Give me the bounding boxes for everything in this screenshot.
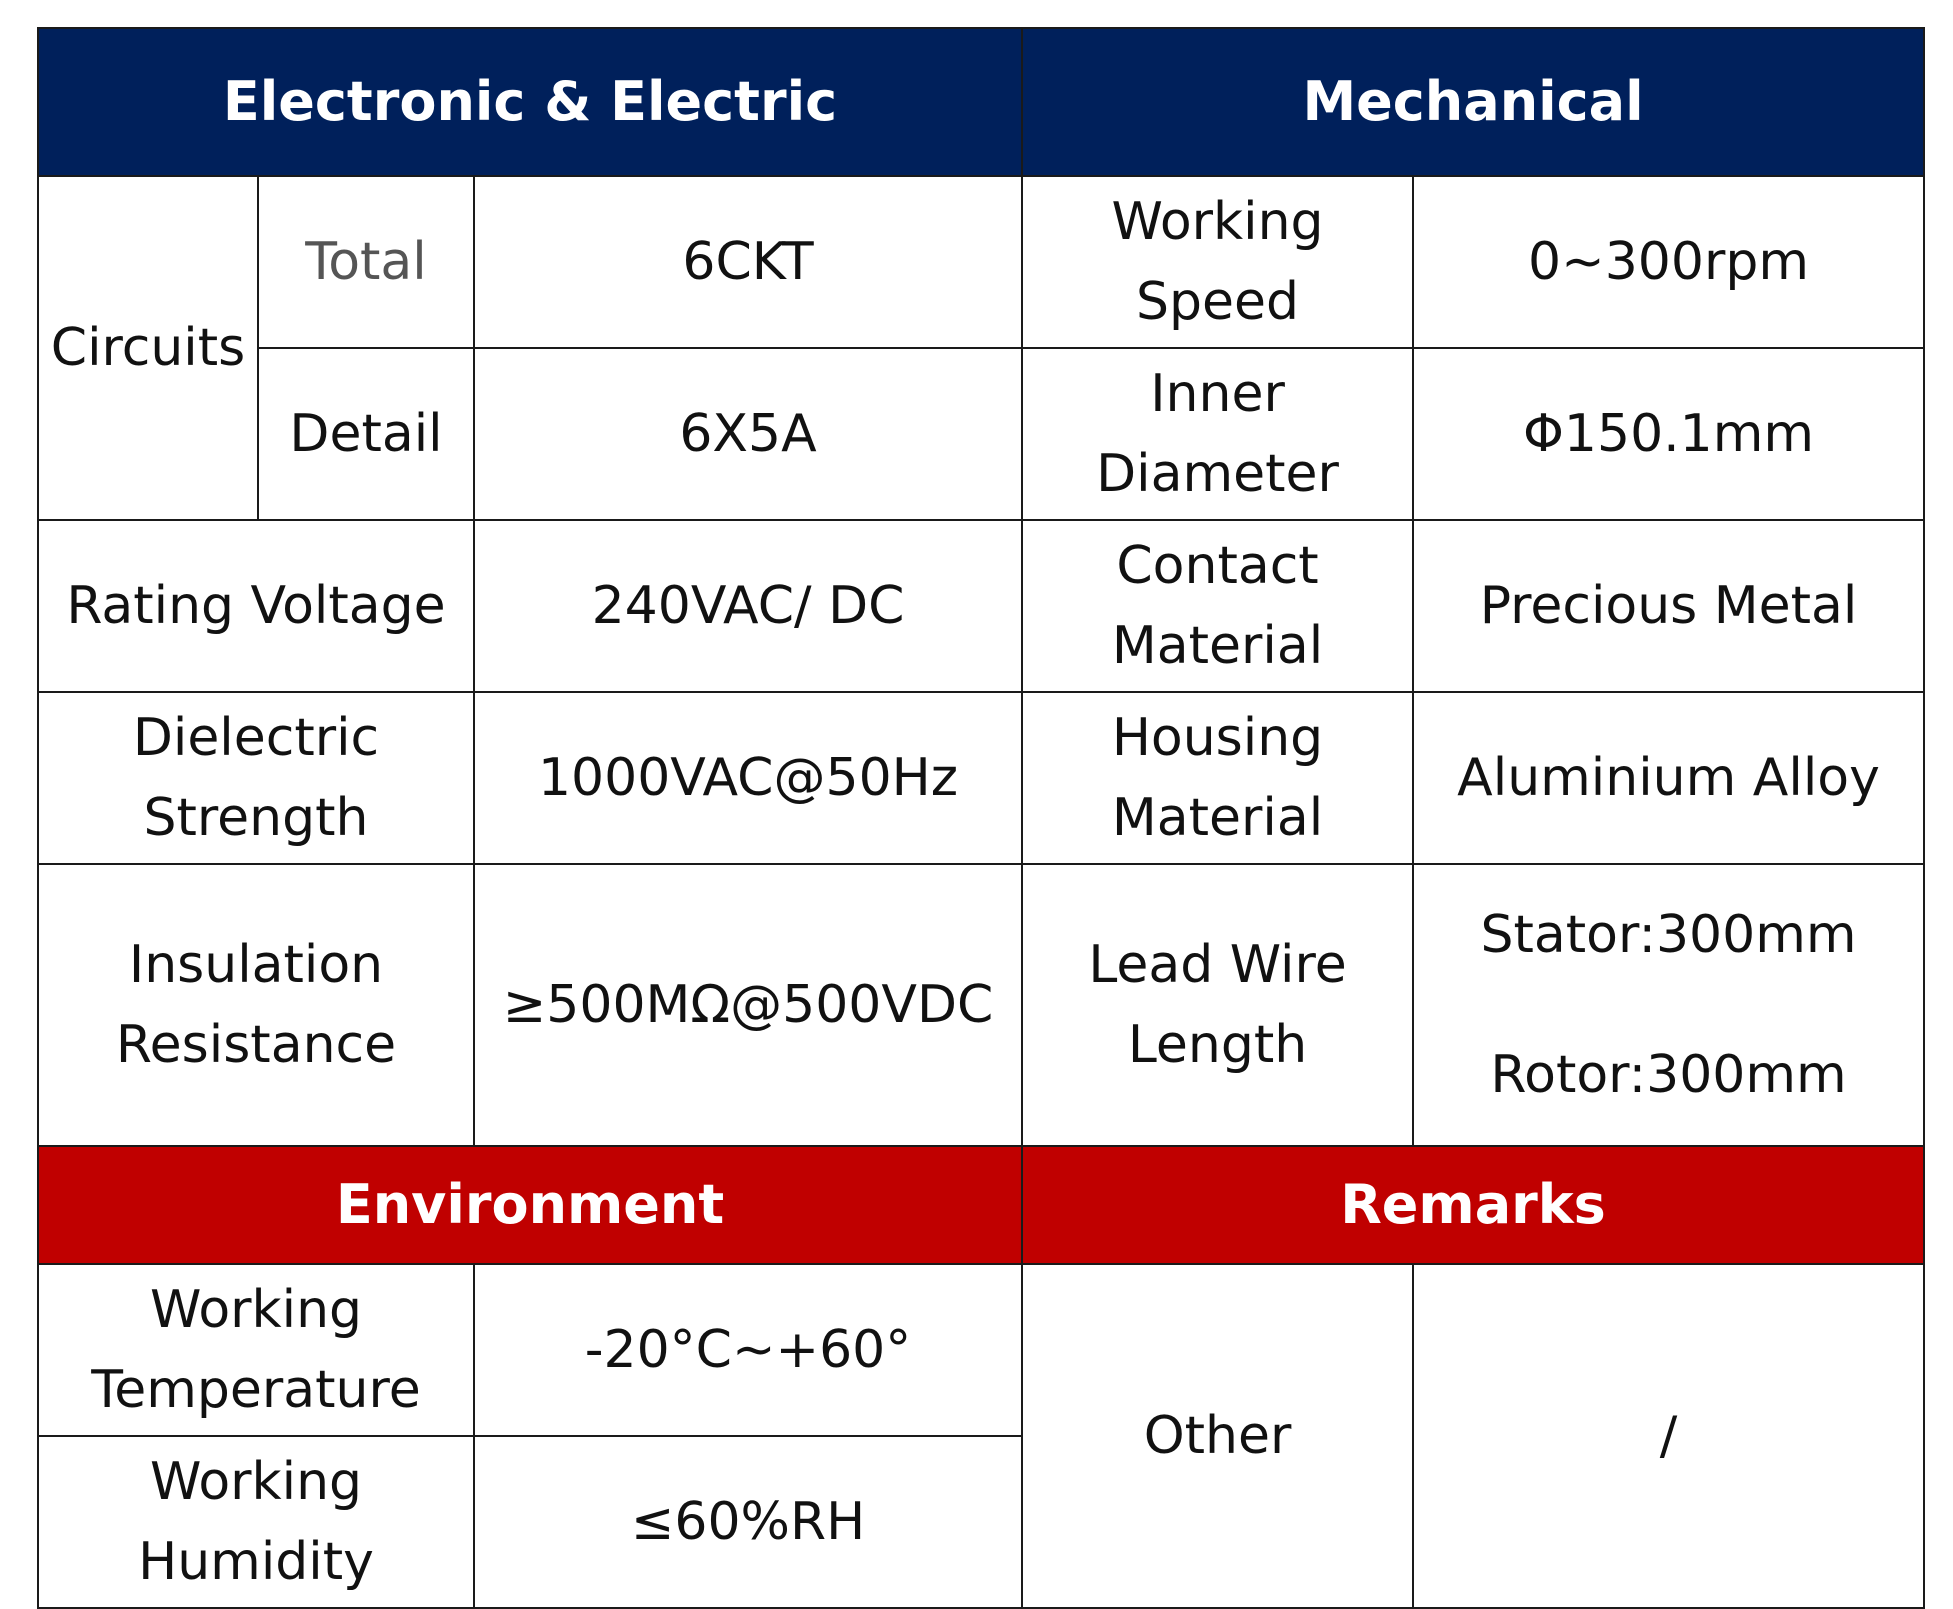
temperature-label-line1: Working bbox=[149, 1280, 363, 1340]
temperature-label-line2: Temperature bbox=[91, 1360, 421, 1420]
mechanical-header: Mechanical bbox=[1022, 28, 1924, 176]
electronic-header: Electronic & Electric bbox=[38, 28, 1022, 176]
insulation-label-line1: Insulation bbox=[128, 935, 384, 995]
lead-wire-label-line2: Length bbox=[1127, 1015, 1308, 1075]
lead-wire-label-line1: Lead Wire bbox=[1088, 935, 1347, 995]
temperature-label bbox=[38, 1264, 474, 1436]
housing-value: Aluminium Alloy bbox=[1413, 692, 1924, 864]
contact-label-line1: Contact bbox=[1116, 536, 1319, 596]
detail-label: Detail bbox=[258, 348, 474, 520]
speed-label-line1: Working bbox=[1111, 192, 1324, 252]
environment-header: Environment bbox=[38, 1146, 1022, 1264]
speed-label bbox=[1022, 176, 1413, 348]
rating-voltage-value: 240VAC/ DC bbox=[474, 520, 1022, 692]
table-row bbox=[38, 176, 1924, 348]
total-value: 6CKT bbox=[474, 176, 1022, 348]
table-row bbox=[38, 864, 1924, 1146]
other-label: Other bbox=[1022, 1264, 1413, 1608]
insulation-value: ≥500MΩ@500VDC bbox=[474, 864, 1022, 1146]
humidity-label-line2: Humidity bbox=[138, 1532, 374, 1592]
rating-voltage-label: Rating Voltage bbox=[38, 520, 474, 692]
diameter-label-line2: Diameter bbox=[1096, 444, 1339, 504]
lead-rotor-value: Rotor:300mm bbox=[1490, 1045, 1847, 1105]
header-row-top bbox=[38, 28, 1924, 176]
table-row bbox=[38, 692, 1924, 864]
total-label: Total bbox=[258, 176, 474, 348]
insulation-label bbox=[38, 864, 474, 1146]
dielectric-value: 1000VAC@50Hz bbox=[474, 692, 1022, 864]
dielectric-label-line1: Dielectric bbox=[132, 708, 380, 768]
lead-wire-label bbox=[1022, 864, 1413, 1146]
other-value: / bbox=[1413, 1264, 1924, 1608]
housing-label-line1: Housing bbox=[1111, 708, 1324, 768]
temperature-value: -20°C~+60° bbox=[474, 1264, 1022, 1436]
insulation-label-line2: Resistance bbox=[115, 1015, 397, 1075]
humidity-value: ≤60%RH bbox=[474, 1436, 1022, 1608]
table-row bbox=[38, 520, 1924, 692]
table-row bbox=[38, 348, 1924, 520]
header-row-bottom bbox=[38, 1146, 1924, 1264]
diameter-label bbox=[1022, 348, 1413, 520]
diameter-label-line1: Inner bbox=[1150, 364, 1285, 424]
spec-table bbox=[37, 27, 1925, 1609]
contact-label bbox=[1022, 520, 1413, 692]
circuits-label: Circuits bbox=[38, 176, 258, 520]
contact-value: Precious Metal bbox=[1413, 520, 1924, 692]
dielectric-label-line2: Strength bbox=[143, 788, 369, 848]
lead-wire-value bbox=[1413, 864, 1924, 1146]
housing-label-line2: Material bbox=[1111, 788, 1324, 848]
speed-label-line2: Speed bbox=[1136, 272, 1300, 332]
humidity-label-line1: Working bbox=[149, 1452, 363, 1512]
humidity-label bbox=[38, 1436, 474, 1608]
remarks-header: Remarks bbox=[1022, 1146, 1924, 1264]
detail-value: 6X5A bbox=[474, 348, 1022, 520]
housing-label bbox=[1022, 692, 1413, 864]
dielectric-label bbox=[38, 692, 474, 864]
diameter-value: Φ150.1mm bbox=[1413, 348, 1924, 520]
lead-stator-value: Stator:300mm bbox=[1480, 905, 1857, 965]
contact-label-line2: Material bbox=[1111, 616, 1324, 676]
speed-value: 0~300rpm bbox=[1413, 176, 1924, 348]
table-row bbox=[38, 1264, 1924, 1436]
